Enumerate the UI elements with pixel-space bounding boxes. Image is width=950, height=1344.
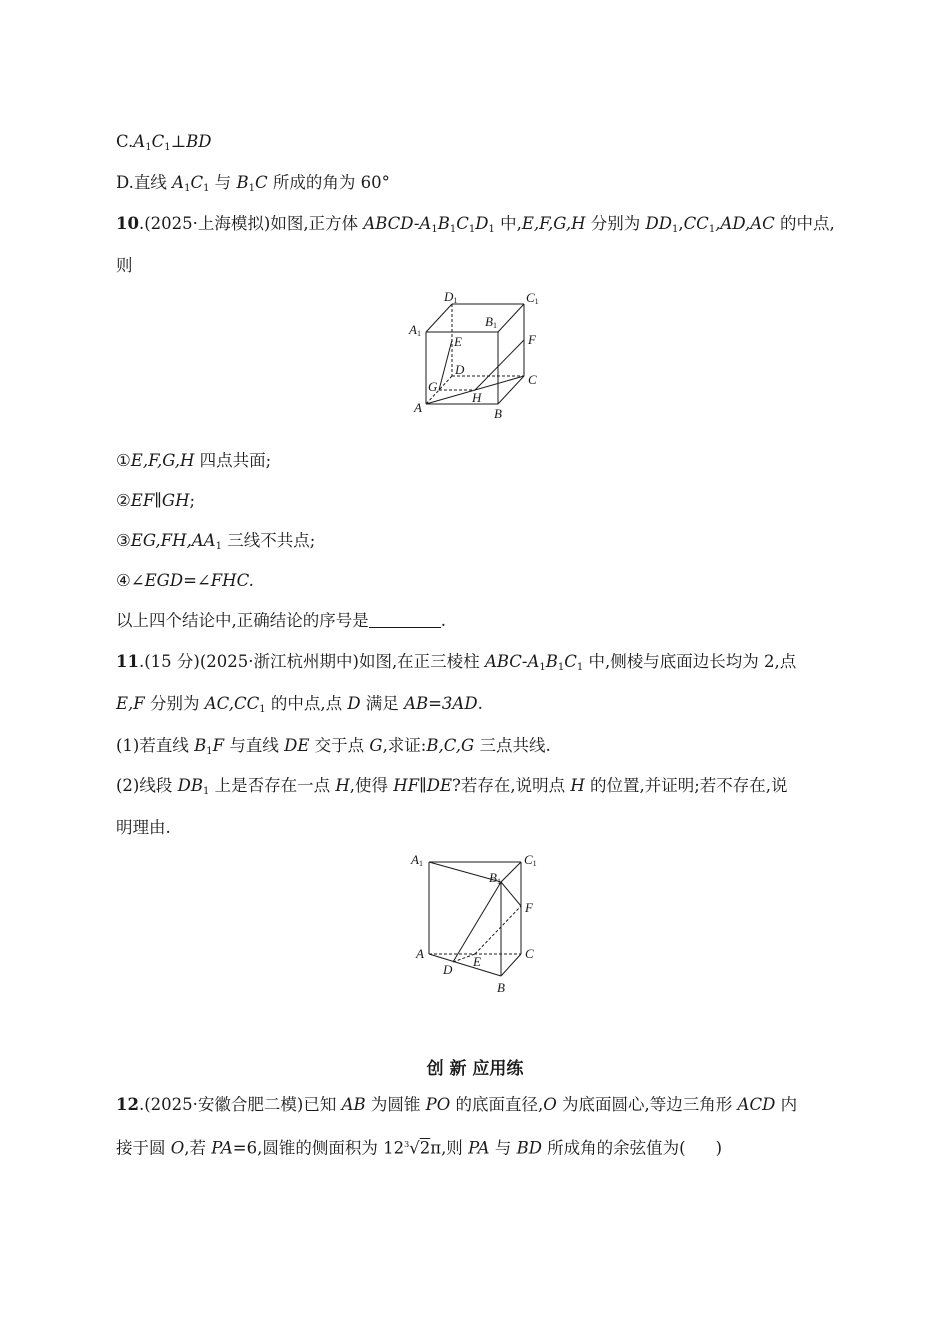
q11-part-2-cont: 明理由. xyxy=(116,818,171,837)
label-c1: C1 xyxy=(526,290,539,306)
label-d: D xyxy=(455,362,465,377)
option-c: $C.A_1C_1\perp BD$ xyxy=(116,132,212,153)
q10-stem-cont: 则 xyxy=(116,256,133,275)
section-title: 创 新 应用练 xyxy=(426,1059,524,1079)
label-f: F xyxy=(528,332,536,347)
label-e: E xyxy=(473,954,481,969)
q11-stem: 11.(15 分)(2025·浙江杭州期中)如图,在正三棱柱 ABC-$A_1B_1C_1$ 中,侧棱与底面边长均为 2,点 xyxy=(116,652,797,673)
label-c1: C1 xyxy=(524,852,537,868)
cube-figure xyxy=(400,286,560,422)
label-a: A xyxy=(414,400,422,415)
label-a: A xyxy=(416,946,424,961)
label-f: F xyxy=(525,900,533,915)
q10-stmt-3: $③EG,FH,AA_1$ 三线不共点; xyxy=(116,531,316,552)
label-b1: B1 xyxy=(489,870,501,886)
q11-stem-cont: E,F 分别为 $AC,CC_1$ 的中点,点 D 满足 AB=3AD. xyxy=(116,694,483,715)
q10-question: 以上四个结论中,正确结论的序号是 . xyxy=(116,611,446,630)
label-g: G xyxy=(428,379,438,394)
label-b: B xyxy=(497,980,505,995)
q12-stem: 12.(2025·安徽合肥二模)已知 AB 为圆锥 PO 的底面直径,O 为底面圆心,等边三角形 ACD 内 xyxy=(116,1095,798,1114)
label-c: C xyxy=(528,372,537,387)
option-d: D.直线 $A_1C_1$ 与 $B_1C$ 所成的角为 60° xyxy=(116,173,390,194)
q11-part-1: (1)若直线 $B_1F$ 与直线 DE 交于点 G,求证:B,C,G 三点共线. xyxy=(116,736,551,757)
label-c: C xyxy=(525,946,534,961)
label-b1: B1 xyxy=(485,314,497,330)
q10-stmt-4: ④∠EGD=∠FHC. xyxy=(116,571,254,590)
q10-stem: 10.(2025·上海模拟)如图,正方体 ABCD-$A_1B_1C_1D_1$ 中,E,F,G,H 分别为 $DD_1,CC_1,AD,AC$ 的中点, xyxy=(116,214,835,235)
label-d1: D1 xyxy=(444,289,458,305)
answer-blank[interactable] xyxy=(369,611,441,628)
label-a1: A1 xyxy=(411,852,423,868)
prism-figure xyxy=(405,848,555,998)
q12-stem-cont: 接于圆 O,若 PA=6,圆锥的侧面积为 $12^3√2\pi$,则 PA 与 BD 所成角的余弦值为( ) xyxy=(116,1138,723,1158)
q10-stmt-2: ②EF∥GH; xyxy=(116,491,196,510)
label-h: H xyxy=(472,390,482,405)
label-d: D xyxy=(443,962,453,977)
q10-stmt-1: ①E,F,G,H 四点共面; xyxy=(116,451,272,470)
label-b: B xyxy=(494,406,502,421)
q11-part-2: (2)线段 $DB_1$ 上是否存在一点 H,使得 HF∥DE?若存在,说明点 H 的位置,并证明;若不存在,说 xyxy=(116,776,788,797)
label-e: E xyxy=(454,334,462,349)
label-a1: A1 xyxy=(409,322,421,338)
